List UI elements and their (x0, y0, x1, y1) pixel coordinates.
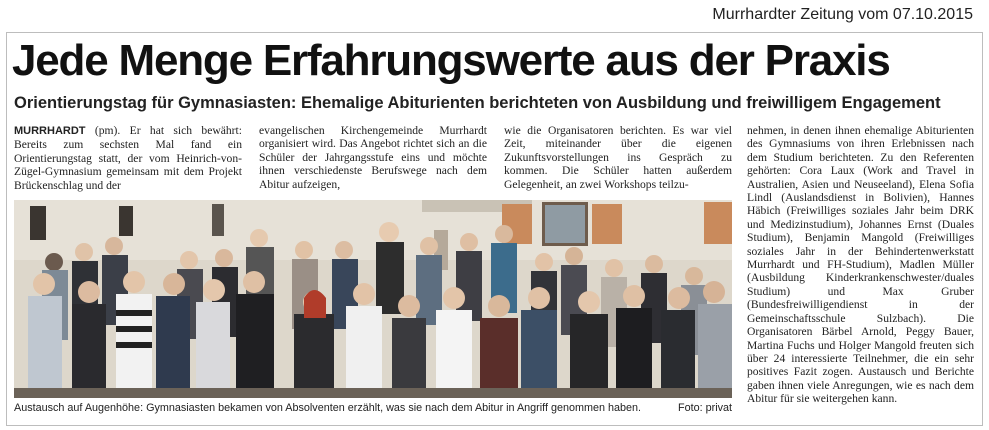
article-column-3: wie die Organisatoren berichten. Es war viel Zeit, miteinander über die eigenen Zukunftsvorstellungen ins Gespräch zu kommen. Die Schüler hatten außerdem Gelegenheit, an zwei Workshops teilzu- (504, 124, 732, 191)
group-photo (14, 200, 732, 398)
newspaper-source-line: Murrhardter Zeitung vom 07.10.2015 (712, 6, 973, 23)
article-headline: Jede Menge Erfahrungswerte aus der Praxis (12, 36, 890, 85)
group-photo-illustration (14, 200, 732, 398)
article-dateline: MURRHARDT (14, 125, 86, 137)
article-column-4: nehmen, in denen ihnen ehemalige Abiturienten des Gymnasiums von ihren Erlebnissen nach dem Studium berichteten. Zu den Referenten gehörten: Cora Laux (Work and Travel in Australien, Asien und Neuseeland), Elena Sofia Lindl (Auslandsdienst in Bolivien), Hannes Häbich (Freiwilliges soziales Jahr beim DRK und Medizinstudium), Johannes Ernst (Duales Studium), Benjamin Mangold (Freiwilliges soziales Jahr in der Behindertenwerkstatt Murrhardt und FH-Studium), Madlen Müller (Ausbildung Kinderkrankenschwester/duales Studium) und Max Gruber (Bundesfreiwilligendienst in der Gemeinschaftsschule Sulzbach). Die Organisatoren Bärbel Arnold, Peggy Bauer, Martina Fuchs und Holger Mangold freuten sich über 24 interessierte Teilnehmer, die ein sehr positives Fazit zogen. Austausch und Berichte gaben ihnen viele Anregungen, wie es nach dem Abitur für sie weitergehen kann. (747, 124, 974, 406)
photo-credit: Foto: privat (677, 402, 732, 414)
article-subheadline: Orientierungstag für Gymnasiasten: Ehemalige Abiturienten berichteten von Ausbildung und freiwilligem Engagement (14, 94, 941, 112)
article-column-1-text: (pm). Er hat sich bewährt: Bereits zum sechsten Mal fand ein Orientierungstag statt, der vom Heinrich-von-Zügel-Gymnasium gemeinsam mit dem Projekt Brückenschlag und der (14, 124, 242, 192)
photo-caption: Austausch auf Augenhöhe: Gymnasiasten bekamen von Absolventen erzählt, was sie nach dem Abitur in Angriff genommen haben. (14, 402, 642, 414)
article-column-1 (14, 124, 242, 192)
article-column-2: evangelischen Kirchengemeinde Murrhardt organisiert wird. Das Angebot richtet sich an die Schüler der Jahrgangsstufe eins und möchte ihnen verschiedenste Berufswege nach dem Abitur aufzeigen, (259, 124, 487, 191)
photo-caption-row (14, 402, 732, 414)
